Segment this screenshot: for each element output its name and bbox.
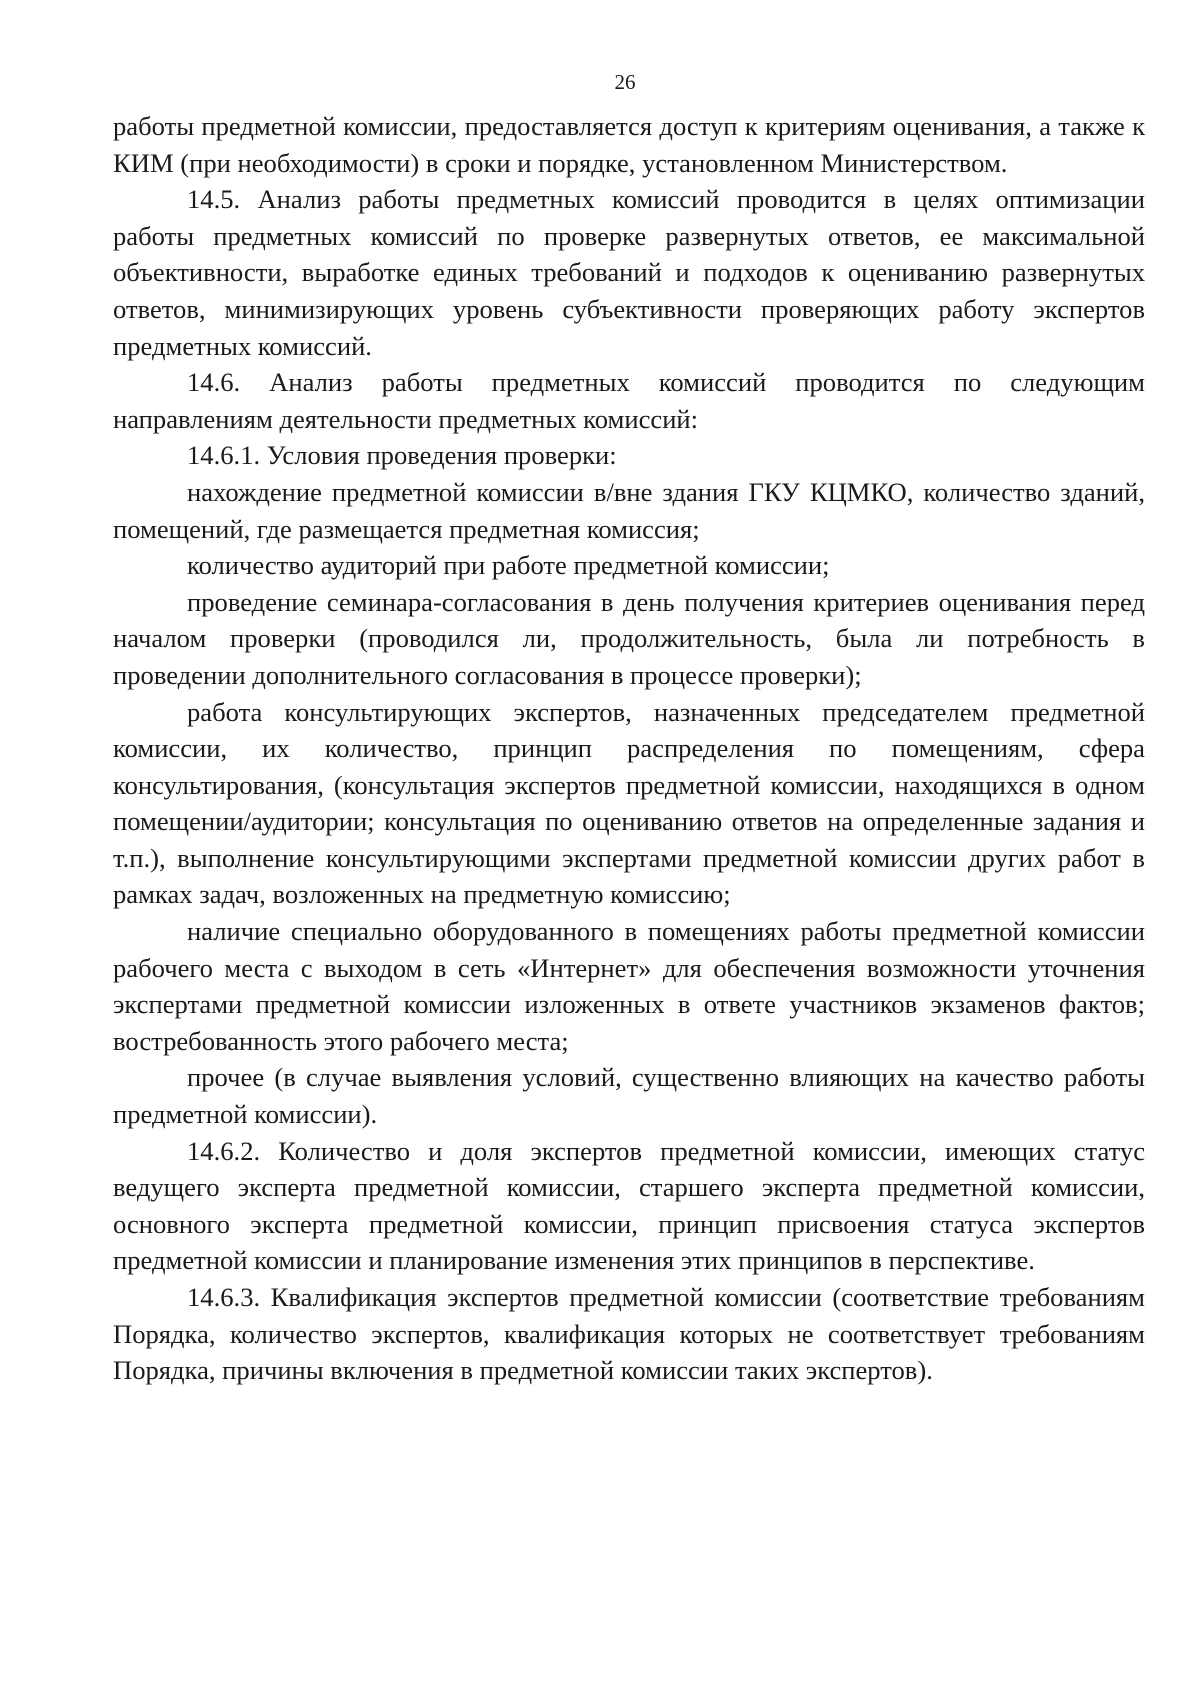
paragraph: прочее (в случае выявления условий, существенно влияющих на качество работы предметной комиссии). xyxy=(113,1062,1145,1130)
paragraph: количество аудиторий при работе предметной комиссии; xyxy=(187,550,830,581)
paragraph: 14.6.1. Условия проведения проверки: xyxy=(187,440,617,471)
document-body xyxy=(113,108,1145,1389)
page-number: 26 xyxy=(614,70,636,94)
paragraph: наличие специально оборудованного в помещениях работы предметной комиссии рабочего места с выходом в сеть «Интернет» для обеспечения возможности уточнения экспертами предметной комиссии изложенных в ответе участников экзаменов фактов; востребованность этого рабочего места; xyxy=(113,916,1145,1056)
paragraph: 14.5. Анализ работы предметных комиссий проводится в целях оптимизации работы предметных комиссий по проверке развернутых ответов, ее максимальной объективности, выработке единых требований и подходов к оцениванию развернутых ответов, минимизирующих уровень субъективности проверяющих работу экспертов предметных комиссий. xyxy=(113,184,1145,361)
paragraph: нахождение предметной комиссии в/вне здания ГКУ КЦМКО, количество зданий, помещений, где размещается предметная комиссия; xyxy=(113,476,1145,544)
paragraph: работы предметной комиссии, предоставляется доступ к критериям оценивания, а также к КИМ (при необходимости) в сроки и порядке, установленном Министерством. xyxy=(113,111,1145,178)
paragraph: 14.6.3. Квалификация экспертов предметной комиссии (соответствие требованиям Порядка, количество экспертов, квалификация которых не соответствует требованиям Порядка, причины включения в предметной комиссии таких экспертов). xyxy=(113,1282,1145,1386)
paragraph: 14.6.2. Количество и доля экспертов предметной комиссии, имеющих статус ведущего эксперта предметной комиссии, старшего эксперта предметной комиссии, основного эксперта предметной комиссии, принцип присвоения статуса экспертов предметной комиссии и планирование изменения этих принципов в перспективе. xyxy=(113,1135,1145,1276)
paragraph: 14.6. Анализ работы предметных комиссий проводится по следующим направлениям деятельности предметных комиссий: xyxy=(113,367,1145,434)
paragraph: работа консультирующих экспертов, назначенных председателем предметной комиссии, их количество, принцип распределения по помещениям, сфера консультирования, (консультация экспертов предметной комиссии, находящихся в одном помещении/аудитории; консультация по оцениванию ответов на определенные задания и т.п.), выполнение консультирующими экспертами предметной комиссии других работ в рамках задач, возложенных на предметную комиссию; xyxy=(113,696,1145,910)
paragraph: проведение семинара-согласования в день получения критериев оценивания перед началом проверки (проводился ли, продолжительность, была ли потребность в проведении дополнительного согласования в процессе проверки); xyxy=(113,586,1145,690)
